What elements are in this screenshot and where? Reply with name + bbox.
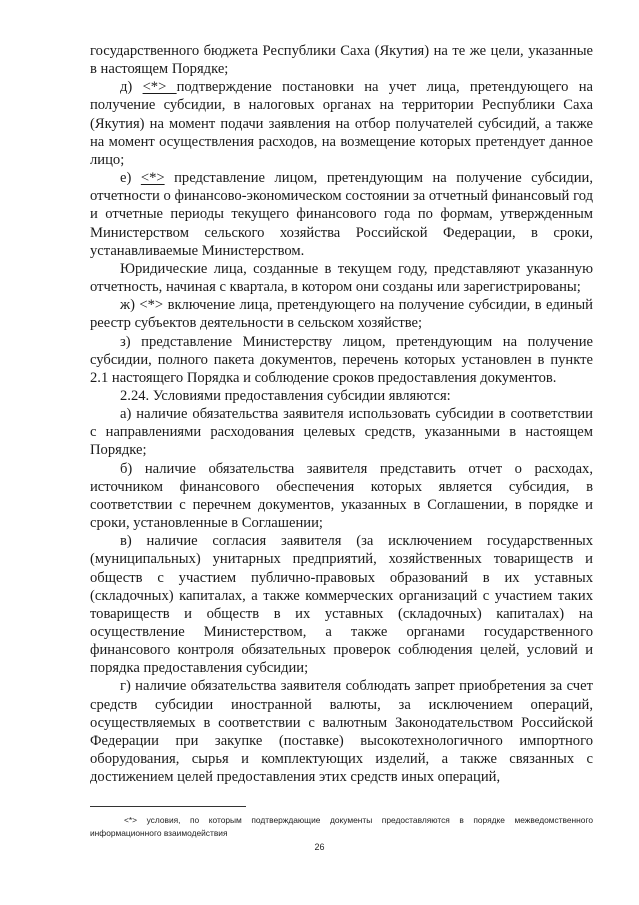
paragraph-text: в) наличие согласия заявителя (за исключением государственных (муниципальных) унитарных предприятий, хозяйственных товариществ и обществ с участием публично-правовых образований в их уставных (складочных) капиталах, а также коммерческих организаций с участием таких товариществ и обществ в их уставных (складочных) капиталах) на осуществление Министерством, а также органами государственного финансового контроля обязательных проверок соблюдения целей, условий и порядка предоставления субсидии; xyxy=(90,533,593,677)
footnote: <*> условия, по которым подтверждающие документы предоставляются в порядке межведомственного информационного взаимодействия xyxy=(90,815,593,838)
item-letter: д) xyxy=(120,79,143,96)
item-letter: е) xyxy=(120,170,141,187)
paragraph-item-v xyxy=(90,532,593,677)
document-body xyxy=(90,42,593,786)
paragraph-text: г) наличие обязательства заявителя соблюдать запрет приобретения за счет средств субсидии иностранной валюты, за исключением операций, осуществляемых в соответствии с валютным Законодательством Российской Федерации при закупке (поставке) высокотехнологичного импортного оборудования, сырья и комплектующих изделий, а также связанных с достижением целей предоставления этих средств иных операций, xyxy=(90,678,593,786)
paragraph-text: подтверждение постановки на учет лица, претендующего на получение субсидии, в налоговых органах на территории Республики Саха (Якутия) на момент подачи заявления на отбор получателей субсидий, а также на момент осуществления расходов, на возмещение которых претендует данное лицо; xyxy=(90,79,593,168)
paragraph-budget-continuation xyxy=(90,42,593,78)
section-heading-2-24 xyxy=(90,387,593,405)
paragraph-item-a xyxy=(90,405,593,459)
paragraph-item-d xyxy=(90,78,593,169)
paragraph-text: Юридические лица, созданные в текущем году, представляют указанную отчетность, начиная с квартала, в котором они созданы или зарегистрированы; xyxy=(90,260,593,296)
footnote-marker: <*> xyxy=(140,170,165,187)
paragraph-text: ж) <*> включение лица, претендующего на получение субсидии, в единый реестр субъектов деятельности в сельском хозяйстве; xyxy=(90,297,593,332)
footnote-separator xyxy=(90,806,246,807)
paragraph-text: б) наличие обязательства заявителя представить отчет о расходах, источником финансового обеспечения которых является субсидия, в соответствии с перечнем документов, указанных в Соглашении, в порядке и сроки, установленные в Соглашении; xyxy=(90,460,593,532)
paragraph-text: представление лицом, претендующим на получение субсидии, отчетности о финансово-экономическом состоянии за отчетный финансовый год и отчетные периоды текущего финансового года по формам, утвержденным Министерством сельского хозяйства Российской Федерации, в сроки, устанавливаемые Министерством. xyxy=(90,170,593,259)
footnote-marker: <*> xyxy=(142,79,177,96)
paragraph-item-e xyxy=(90,169,593,260)
paragraph-text: а) наличие обязательства заявителя использовать субсидии в соответствии с направлениями расходования целевых средств, указанными в настоящем Порядке; xyxy=(90,406,593,459)
paragraph-item-zh xyxy=(90,296,593,332)
page-number: 26 xyxy=(314,842,325,852)
paragraph-item-g xyxy=(90,677,593,786)
paragraph-text: з) представление Министерству лицом, претендующим на получение субсидии, полного пакета документов, перечень которых установлен в пункте 2.1 настоящего Порядка и соблюдение сроков предоставления документов. xyxy=(90,333,593,386)
paragraph-item-z xyxy=(90,333,593,387)
paragraph-text: 2.24. Условиями предоставления субсидии являются: xyxy=(120,387,451,404)
paragraph-legal-entities xyxy=(90,260,593,296)
paragraph-item-b xyxy=(90,460,593,533)
paragraph-text: государственного бюджета Республики Саха (Якутия) на те же цели, указанные в настоящем Порядке; xyxy=(90,43,593,78)
